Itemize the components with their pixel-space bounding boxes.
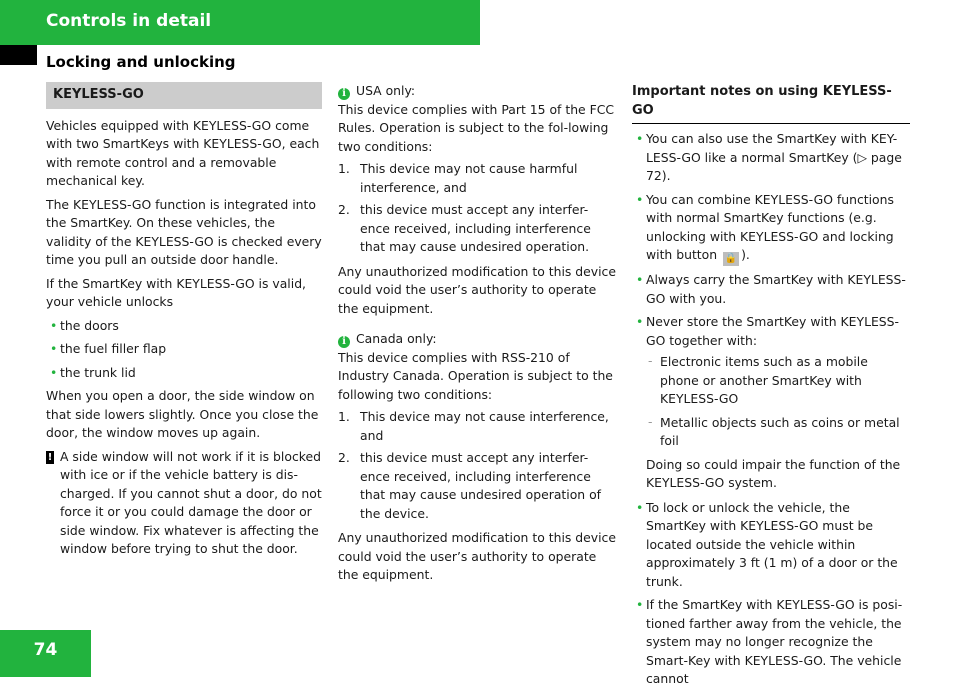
list-item [338, 408, 618, 445]
store-warning-list [646, 353, 910, 451]
important-notes-heading: Important notes on using KEYLESS-GO [632, 83, 910, 124]
note-footer: Doing so could impair the function of the KEYLESS-GO system. [646, 456, 901, 490]
usa-footer: Any unauthorized modification to this device could void the user’s authority to operate the equipment. [338, 263, 616, 316]
section-title: Controls in detail [46, 11, 212, 31]
paragraph: If the SmartKey with KEYLESS-GO is valid, your vehicle unlocks [46, 275, 306, 309]
list-item: • If the SmartKey with KEYLESS-GO is posi-tioned farther away from the vehicle, the system may no longer recognize the Smart-Key with KEYLESS-GO. The vehicle cannot [632, 596, 910, 689]
list-item: • the doors [46, 317, 322, 336]
usa-info-note [338, 82, 618, 318]
list-item: • Always carry the SmartKey with KEYLESS-GO with you. [632, 271, 910, 308]
canada-intro: This device complies with RSS-210 of Industry Canada. Operation is subject to the following two conditions: [338, 349, 613, 402]
paragraph: When you open a door, the side window on that side lowers slightly. Once you close the door, the window moves up again. [46, 388, 319, 440]
list-item: - Metallic objects such as coins or metal foil [646, 414, 910, 451]
list-item [632, 191, 910, 267]
list-item [338, 160, 618, 197]
warning-icon: ! [47, 451, 53, 463]
list-item [338, 201, 618, 257]
warning-text: A side window will not work if it is blocked with ice or if the vehicle battery is dis-charged. If you cannot shut a door, do not force it or you could damage the door or side window. Fix whatever is affecting the window before trying to shut the door. [60, 448, 322, 556]
item-text: this device must accept any interfer-ence received, including interference that may cause undesired operation of the device. [360, 450, 602, 521]
list-item: • You can also use the SmartKey with KEY-LESS-GO like a normal SmartKey (▷ page 72). [632, 130, 910, 186]
warning-note [46, 448, 322, 559]
item-number: 2. [338, 450, 350, 465]
usa-intro: This device complies with Part 15 of the FCC Rules. Operation is subject to the fol-lowing two conditions: [338, 101, 615, 154]
canada-title: Canada only: [356, 331, 437, 346]
keyless-go-heading: KEYLESS-GO [46, 82, 322, 109]
list-item: - Electronic items such as a mobile phone or another SmartKey with KEYLESS-GO [646, 353, 910, 409]
unlock-list [46, 317, 322, 383]
list-item: • the fuel filler flap [46, 340, 322, 359]
canada-footer: Any unauthorized modification to this device could void the user’s authority to operate the equipment. [338, 530, 616, 582]
list-item: • the trunk lid [46, 364, 322, 383]
list-item [632, 313, 910, 493]
item-text: This device may not cause interference, and [360, 409, 609, 443]
subsection-title: Locking and unlocking [46, 53, 236, 71]
usa-conditions [338, 160, 618, 257]
list-item: • To lock or unlock the vehicle, the SmartKey with KEYLESS-GO must be located outside the vehicle within approximately 3 ft (1 m) of a door or the trunk. [632, 499, 910, 592]
column-middle [338, 82, 618, 593]
notes-list [632, 130, 910, 689]
usa-title: USA only: [356, 83, 416, 98]
lock-icon: 🔒 [724, 253, 738, 264]
note-text: Never store the SmartKey with KEYLESS-GO together with: [646, 314, 899, 348]
column-left [46, 82, 322, 559]
item-text: This device may not cause harmful interference, and [360, 161, 578, 195]
info-icon: i [338, 336, 350, 348]
page-number: 74 [0, 630, 91, 677]
paragraph: The KEYLESS-GO function is integrated into the SmartKey. On these vehicles, the validity of the KEYLESS-GO is checked every time you pull an outside door handle. [46, 196, 322, 267]
item-number: 1. [338, 161, 350, 176]
info-icon: i [338, 88, 350, 100]
list-item [338, 449, 618, 523]
item-number: 2. [338, 202, 350, 217]
note-text-end: ). [741, 247, 750, 262]
header-marker [0, 45, 37, 65]
note-text: You can combine KEYLESS-GO functions with normal SmartKey functions (e.g. unlocking with KEYLESS-GO and locking with button [646, 191, 894, 262]
item-number: 1. [338, 409, 350, 424]
column-right [632, 82, 910, 694]
canada-conditions [338, 408, 618, 523]
paragraph: Vehicles equipped with KEYLESS-GO come with two SmartKeys with KEYLESS-GO, each with remote control and a removable mechanical key. [46, 117, 320, 188]
canada-info-note [338, 330, 618, 585]
section-header-bar [0, 0, 480, 45]
item-text: this device must accept any interfer-ence received, including interference that may cause undesired operation. [360, 202, 591, 254]
